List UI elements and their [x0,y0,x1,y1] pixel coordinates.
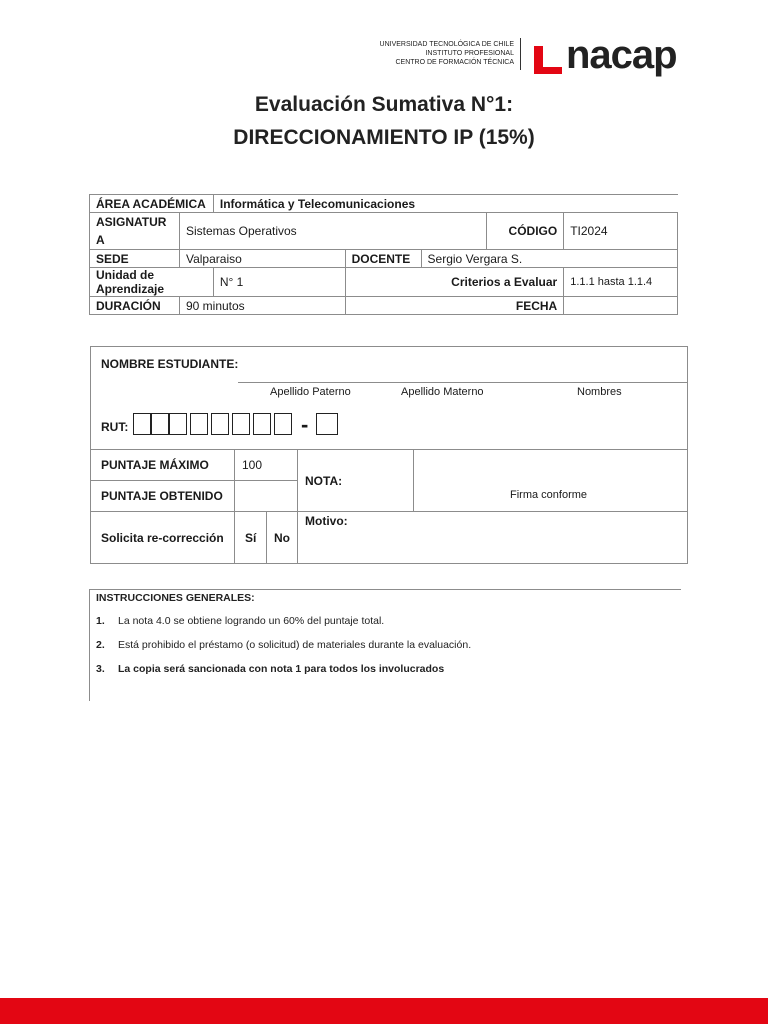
nombres-label: Nombres [577,386,622,398]
rut-digit-box[interactable] [274,413,292,435]
row-divider [90,511,688,512]
logo-mark-icon [532,36,564,76]
apellido-materno-label: Apellido Materno [401,386,484,398]
puntaje-obtenido-label: PUNTAJE OBTENIDO [101,489,223,503]
apellido-paterno-label: Apellido Paterno [270,386,351,398]
rut-label: RUT: [101,420,129,434]
rut-digit-box[interactable] [211,413,229,435]
col-divider [413,449,414,511]
rut-digit-box[interactable] [190,413,208,435]
puntaje-obtenido-field[interactable] [235,481,297,511]
asignatura-label [90,213,180,250]
rut-digit-box[interactable] [133,413,151,435]
institution-line: UNIVERSIDAD TECNOLÓGICA DE CHILE [379,41,514,48]
footer-brand-bar [0,998,768,1024]
row-divider [90,449,688,450]
instructions-top-border [90,589,681,590]
area-label: ÁREA ACADÉMICA [90,195,214,213]
asignatura-label-line2: A [96,233,105,247]
table-row [90,195,678,213]
instruction-item [96,663,444,675]
puntaje-maximo-value: 100 [242,458,263,472]
duracion-label: DURACIÓN [90,297,180,315]
course-info-table [89,194,678,315]
instruction-item [96,615,384,627]
duracion-value: 90 minutos [179,297,345,315]
area-value: Informática y Telecomunicaciones [213,195,677,213]
col-divider [297,449,298,564]
instruction-text: Está prohibido el préstamo (o solicitud) de materiales durante la evaluación. [118,639,472,651]
instruction-number: 3. [96,663,105,675]
docente-label: DOCENTE [345,250,421,268]
criterios-label: Criterios a Evaluar [345,268,564,297]
rut-digit-box[interactable] [169,413,187,435]
unidad-value: N° 1 [213,268,345,297]
nota-label: NOTA: [305,474,343,488]
instructions-left-border [89,589,90,701]
table-row [90,250,678,268]
rut-digit-box[interactable] [253,413,271,435]
logo-divider [520,38,521,70]
nombre-estudiante-label: NOMBRE ESTUDIANTE: [101,357,239,371]
rut-check-digit-box[interactable] [316,413,338,435]
codigo-label: CÓDIGO [487,213,564,250]
col-divider [266,511,267,564]
docente-value: Sergio Vergara S. [421,250,677,268]
fecha-value[interactable] [564,297,678,315]
instruction-item [96,639,471,651]
motivo-label: Motivo: [305,514,348,528]
table-row [90,213,678,250]
unidad-label: Unidad de Aprendizaje [90,268,214,297]
institution-lines [330,40,514,67]
criterios-value: 1.1.1 hasta 1.1.4 [564,268,678,297]
inacap-logo [532,33,682,78]
institution-line: INSTITUTO PROFESIONAL [425,50,514,57]
logo-wordmark: nacap [566,33,677,77]
instruction-text: La copia será sancionada con nota 1 para todos los involucrados [118,663,445,675]
table-row [90,297,678,315]
recorreccion-label: Solicita re-corrección [101,531,224,545]
table-row [90,268,678,297]
rut-digit-box[interactable] [151,413,169,435]
col-divider [234,511,235,564]
fecha-label: FECHA [345,297,564,315]
sede-value: Valparaiso [179,250,345,268]
institution-line: CENTRO DE FORMACIÓN TÉCNICA [395,59,514,66]
page-title: Evaluación Sumativa N°1: [254,93,514,116]
codigo-value: TI2024 [564,213,678,250]
sede-label: SEDE [90,250,180,268]
rut-dash: - [301,412,309,437]
si-option[interactable]: Sí [245,531,257,545]
asignatura-value: Sistemas Operativos [179,213,486,250]
puntaje-maximo-label: PUNTAJE MÁXIMO [101,458,209,472]
name-line [238,382,688,383]
instruction-text: La nota 4.0 se obtiene logrando un 60% del puntaje total. [118,615,385,627]
page-subtitle: DIRECCIONAMIENTO IP (15%) [233,126,535,149]
firma-conforme-label: Firma conforme [510,489,588,501]
instruction-number: 1. [96,615,105,627]
rut-digit-box[interactable] [232,413,250,435]
asignatura-label-line1: ASIGNATUR [96,215,167,229]
no-option[interactable]: No [274,531,290,545]
instructions-heading: INSTRUCCIONES GENERALES: [96,592,255,604]
instruction-number: 2. [96,639,105,651]
